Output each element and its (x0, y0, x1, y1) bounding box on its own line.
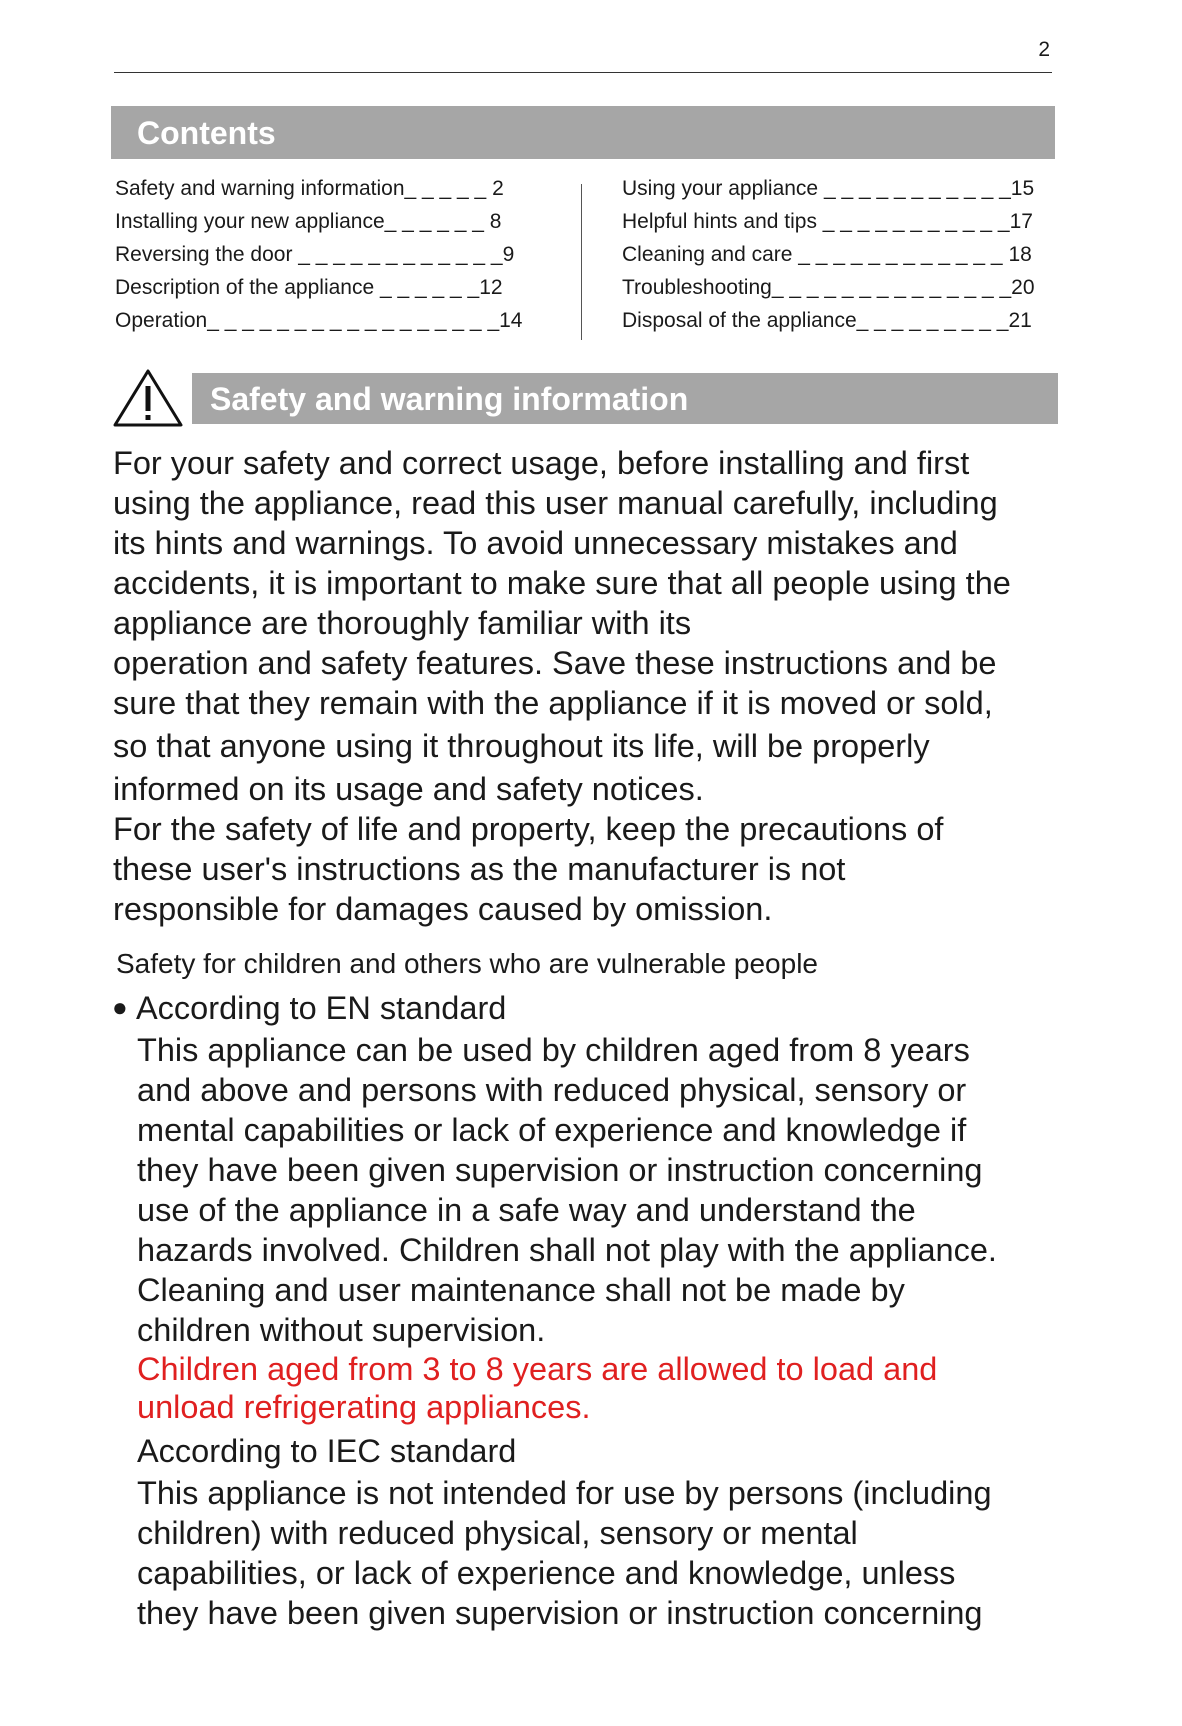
en-line: This appliance can be used by children aged from 8 years (137, 1032, 970, 1068)
intro-line: using the appliance, read this user manual carefully, including (113, 485, 998, 521)
header-rule (114, 72, 1052, 73)
iec-line: capabilities, or lack of experience and knowledge, unless (137, 1555, 956, 1591)
en-line: and above and persons with reduced physical, sensory or (137, 1072, 967, 1108)
contents-header (111, 106, 1055, 159)
red-notice-line: Children aged from 3 to 8 years are allowed to load and (137, 1351, 938, 1387)
toc-entry[interactable]: Description of the appliance _ _ _ _ _ _12 (115, 276, 503, 299)
safety-section-title: Safety and warning information (210, 381, 689, 417)
toc-left-column (115, 172, 545, 337)
en-line: mental capabilities or lack of experience and knowledge if (137, 1112, 967, 1148)
intro-line: For the safety of life and property, keep the precautions of (113, 811, 944, 847)
iec-heading: According to IEC standard (137, 1433, 517, 1469)
toc-entry[interactable]: Installing your new appliance_ _ _ _ _ _ 8 (115, 210, 502, 233)
page-number: 2 (1038, 38, 1050, 61)
intro-line: its hints and warnings. To avoid unnecessary mistakes and (113, 525, 958, 561)
children-safety-heading: Safety for children and others who are vulnerable people (116, 948, 818, 979)
iec-line: This appliance is not intended for use by persons (including (137, 1475, 992, 1511)
iec-line: they have been given supervision or instruction concerning (137, 1595, 983, 1631)
en-line: Cleaning and user maintenance shall not be made by (137, 1272, 905, 1308)
en-standard-heading (112, 990, 506, 1027)
contents-title: Contents (137, 115, 276, 151)
intro-line: responsible for damages caused by omission. (113, 891, 773, 927)
intro-line: so that anyone using it throughout its life, will be properly (113, 728, 930, 764)
toc-entry[interactable]: Troubleshooting_ _ _ _ _ _ _ _ _ _ _ _ _ _20 (622, 276, 1035, 299)
toc-entry[interactable]: Helpful hints and tips _ _ _ _ _ _ _ _ _ _ _17 (622, 210, 1033, 233)
red-notice-line: unload refrigerating appliances. (137, 1389, 591, 1425)
toc-entry[interactable]: Reversing the door _ _ _ _ _ _ _ _ _ _ _ _9 (115, 243, 515, 266)
warning-triangle-icon (112, 368, 184, 428)
en-line: use of the appliance in a safe way and understand the (137, 1192, 916, 1228)
intro-line: appliance are thoroughly familiar with its (113, 605, 692, 641)
en-heading-text: According to EN standard (136, 990, 507, 1026)
toc-entry[interactable]: Operation_ _ _ _ _ _ _ _ _ _ _ _ _ _ _ _ _14 (115, 309, 523, 332)
intro-line: For your safety and correct usage, before installing and first (113, 445, 970, 481)
intro-line: informed on its usage and safety notices. (113, 771, 704, 807)
intro-line: accidents, it is important to make sure that all people using the (113, 565, 1011, 601)
safety-intro (113, 443, 1073, 929)
intro-line: operation and safety features. Save these instructions and be (113, 645, 997, 681)
en-line: hazards involved. Children shall not play with the appliance. (137, 1232, 997, 1268)
toc-right-column (622, 172, 1054, 337)
toc-entry[interactable]: Using your appliance _ _ _ _ _ _ _ _ _ _ _15 (622, 177, 1035, 200)
iec-standard-section (137, 1431, 1067, 1633)
bullet-icon: ● (112, 992, 128, 1022)
iec-line: children) with reduced physical, sensory or mental (137, 1515, 858, 1551)
intro-line: these user's instructions as the manufacturer is not (113, 851, 846, 887)
toc-entry[interactable]: Cleaning and care _ _ _ _ _ _ _ _ _ _ _ _ 18 (622, 243, 1032, 266)
toc-entry[interactable]: Safety and warning information_ _ _ _ _ 2 (115, 177, 504, 200)
safety-section-header (192, 373, 1058, 424)
en-standard-body (137, 1030, 1067, 1426)
en-line: children without supervision. (137, 1312, 546, 1348)
toc-entry[interactable]: Disposal of the appliance_ _ _ _ _ _ _ _ _21 (622, 309, 1032, 332)
intro-line: sure that they remain with the appliance if it is moved or sold, (113, 685, 993, 721)
toc-divider (581, 184, 582, 340)
en-line: they have been given supervision or instruction concerning (137, 1152, 983, 1188)
